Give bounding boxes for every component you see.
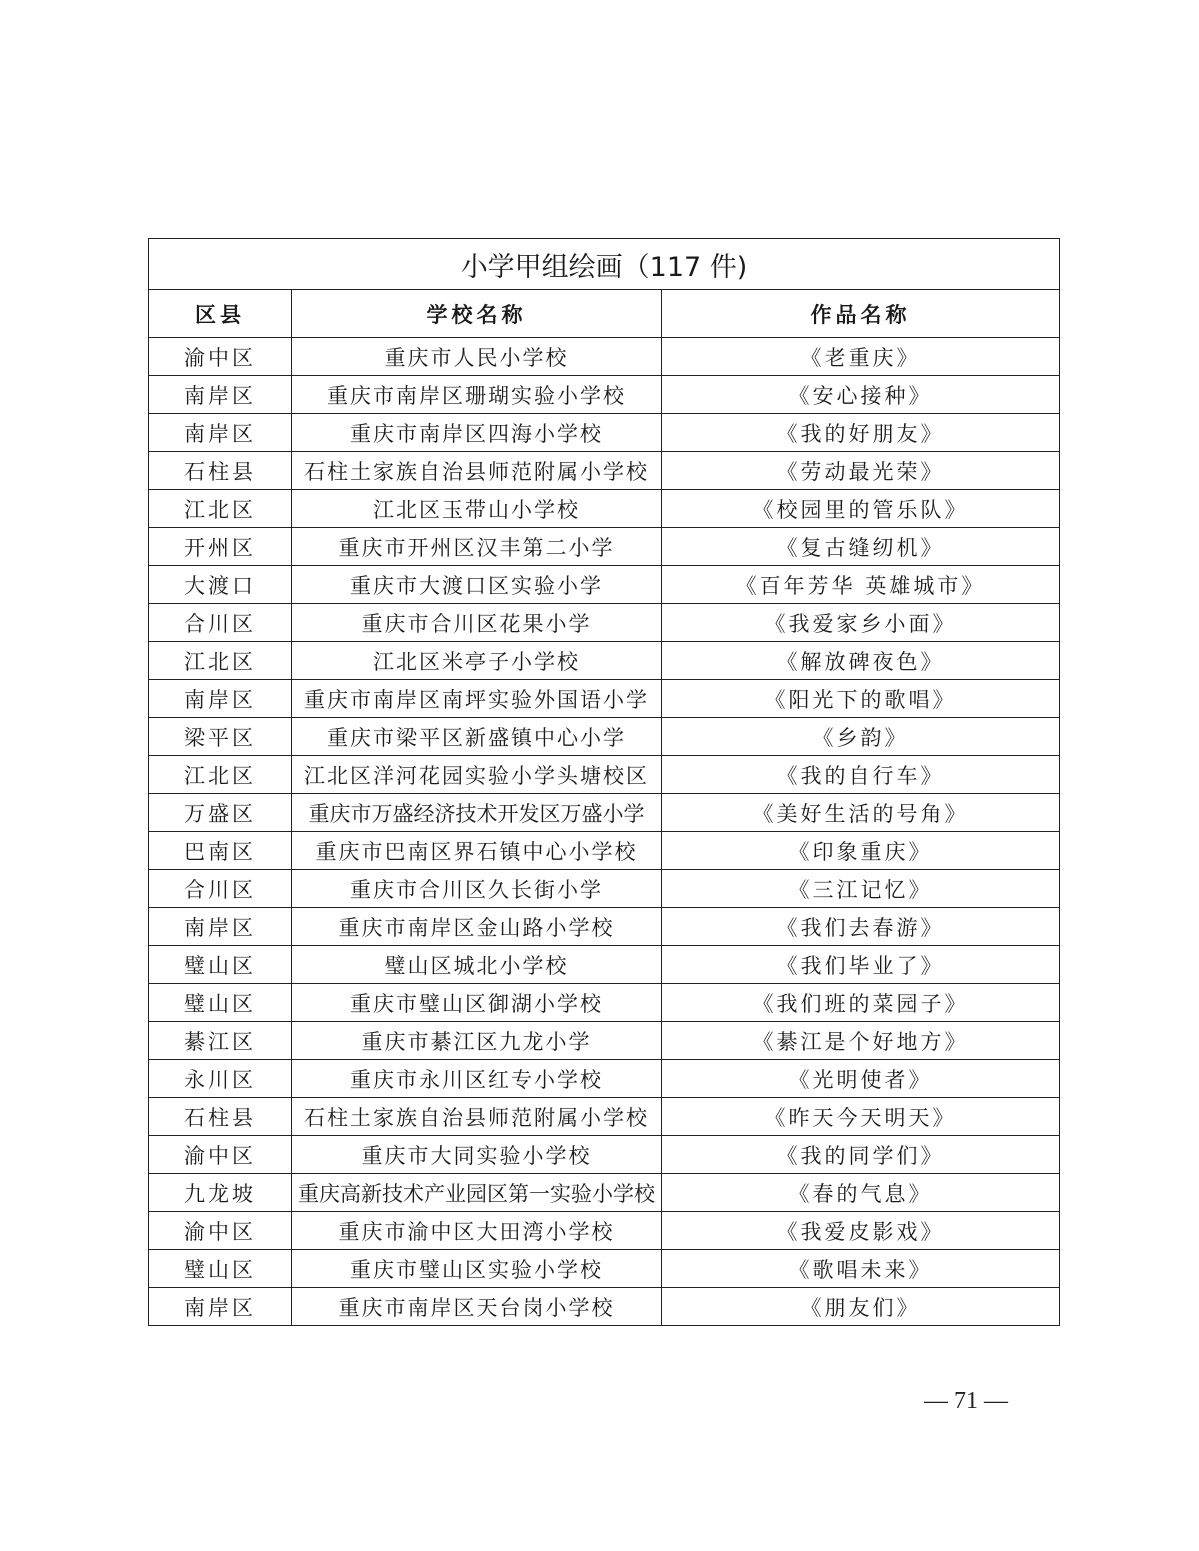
school-cell: 重庆市南岸区天台岗小学校	[292, 1288, 662, 1326]
table-row	[149, 794, 1060, 832]
school-cell: 重庆市人民小学校	[292, 338, 662, 376]
table-row	[149, 338, 1060, 376]
table-header-row	[149, 290, 1060, 338]
work-cell: 《昨天今天明天》	[662, 1098, 1060, 1136]
table-row	[149, 566, 1060, 604]
district-cell: 万盛区	[149, 794, 292, 832]
district-cell: 璧山区	[149, 984, 292, 1022]
district-cell: 巴南区	[149, 832, 292, 870]
school-cell: 重庆高新技术产业园区第一实验小学校	[292, 1174, 662, 1212]
school-cell: 重庆市璧山区御湖小学校	[292, 984, 662, 1022]
school-cell: 重庆市巴南区界石镇中心小学校	[292, 832, 662, 870]
school-cell: 江北区米亭子小学校	[292, 642, 662, 680]
school-cell: 重庆市南岸区四海小学校	[292, 414, 662, 452]
work-cell: 《老重庆》	[662, 338, 1060, 376]
table-title-row	[149, 239, 1060, 290]
work-cell: 《美好生活的号角》	[662, 794, 1060, 832]
table-row	[149, 946, 1060, 984]
district-cell: 南岸区	[149, 680, 292, 718]
table-row	[149, 376, 1060, 414]
school-cell: 重庆市大同实验小学校	[292, 1136, 662, 1174]
school-cell: 重庆市渝中区大田湾小学校	[292, 1212, 662, 1250]
district-cell: 渝中区	[149, 1212, 292, 1250]
district-cell: 南岸区	[149, 1288, 292, 1326]
district-cell: 九龙坡	[149, 1174, 292, 1212]
work-cell: 《乡韵》	[662, 718, 1060, 756]
table-row	[149, 1060, 1060, 1098]
district-cell: 璧山区	[149, 1250, 292, 1288]
school-cell: 重庆市大渡口区实验小学	[292, 566, 662, 604]
district-cell: 石柱县	[149, 452, 292, 490]
work-cell: 《朋友们》	[662, 1288, 1060, 1326]
district-cell: 璧山区	[149, 946, 292, 984]
school-cell: 石柱土家族自治县师范附属小学校	[292, 1098, 662, 1136]
table-row	[149, 1288, 1060, 1326]
district-cell: 綦江区	[149, 1022, 292, 1060]
school-cell: 江北区玉带山小学校	[292, 490, 662, 528]
table-row	[149, 718, 1060, 756]
school-cell: 重庆市永川区红专小学校	[292, 1060, 662, 1098]
school-cell: 重庆市梁平区新盛镇中心小学	[292, 718, 662, 756]
district-cell: 江北区	[149, 642, 292, 680]
district-cell: 大渡口	[149, 566, 292, 604]
work-cell: 《我的同学们》	[662, 1136, 1060, 1174]
table-row	[149, 642, 1060, 680]
work-cell: 《我的自行车》	[662, 756, 1060, 794]
table-row	[149, 870, 1060, 908]
district-cell: 石柱县	[149, 1098, 292, 1136]
district-cell: 渝中区	[149, 338, 292, 376]
table-row	[149, 1098, 1060, 1136]
work-cell: 《印象重庆》	[662, 832, 1060, 870]
table-row	[149, 528, 1060, 566]
school-cell: 重庆市璧山区实验小学校	[292, 1250, 662, 1288]
school-cell: 重庆市綦江区九龙小学	[292, 1022, 662, 1060]
district-cell: 永川区	[149, 1060, 292, 1098]
table-row	[149, 1212, 1060, 1250]
district-cell: 江北区	[149, 756, 292, 794]
column-header-district: 区县	[149, 290, 292, 338]
column-header-work: 作品名称	[662, 290, 1060, 338]
table-row	[149, 756, 1060, 794]
district-cell: 梁平区	[149, 718, 292, 756]
table-row	[149, 1250, 1060, 1288]
work-cell: 《百年芳华 英雄城市》	[662, 566, 1060, 604]
award-table	[148, 238, 1060, 1326]
school-cell: 重庆市南岸区金山路小学校	[292, 908, 662, 946]
work-cell: 《劳动最光荣》	[662, 452, 1060, 490]
table-row	[149, 490, 1060, 528]
table-row	[149, 1136, 1060, 1174]
district-cell: 南岸区	[149, 908, 292, 946]
table-row	[149, 452, 1060, 490]
work-cell: 《我们班的菜园子》	[662, 984, 1060, 1022]
work-cell: 《我的好朋友》	[662, 414, 1060, 452]
table-body	[149, 338, 1060, 1326]
work-cell: 《校园里的管乐队》	[662, 490, 1060, 528]
school-cell: 重庆市南岸区南坪实验外国语小学	[292, 680, 662, 718]
school-cell: 江北区洋河花园实验小学头塘校区	[292, 756, 662, 794]
district-cell: 南岸区	[149, 414, 292, 452]
work-cell: 《解放碑夜色》	[662, 642, 1060, 680]
work-cell: 《我爱皮影戏》	[662, 1212, 1060, 1250]
district-cell: 开州区	[149, 528, 292, 566]
table-row	[149, 832, 1060, 870]
table-row	[149, 680, 1060, 718]
work-cell: 《光明使者》	[662, 1060, 1060, 1098]
table-row	[149, 1022, 1060, 1060]
work-cell: 《我们毕业了》	[662, 946, 1060, 984]
work-cell: 《我们去春游》	[662, 908, 1060, 946]
table-title: 小学甲组绘画（117 件)	[149, 239, 1060, 290]
work-cell: 《复古缝纫机》	[662, 528, 1060, 566]
table-row	[149, 908, 1060, 946]
work-cell: 《歌唱未来》	[662, 1250, 1060, 1288]
school-cell: 重庆市合川区久长街小学	[292, 870, 662, 908]
work-cell: 《三江记忆》	[662, 870, 1060, 908]
district-cell: 合川区	[149, 870, 292, 908]
table-row	[149, 414, 1060, 452]
table-row	[149, 984, 1060, 1022]
district-cell: 渝中区	[149, 1136, 292, 1174]
school-cell: 重庆市南岸区珊瑚实验小学校	[292, 376, 662, 414]
school-cell: 石柱土家族自治县师范附属小学校	[292, 452, 662, 490]
table-row	[149, 604, 1060, 642]
school-cell: 重庆市合川区花果小学	[292, 604, 662, 642]
work-cell: 《綦江是个好地方》	[662, 1022, 1060, 1060]
school-cell: 璧山区城北小学校	[292, 946, 662, 984]
work-cell: 《阳光下的歌唱》	[662, 680, 1060, 718]
work-cell: 《安心接种》	[662, 376, 1060, 414]
school-cell: 重庆市开州区汉丰第二小学	[292, 528, 662, 566]
work-cell: 《春的气息》	[662, 1174, 1060, 1212]
district-cell: 南岸区	[149, 376, 292, 414]
page-number: — 71 —	[924, 1388, 1008, 1414]
school-cell: 重庆市万盛经济技术开发区万盛小学	[292, 794, 662, 832]
district-cell: 合川区	[149, 604, 292, 642]
work-cell: 《我爱家乡小面》	[662, 604, 1060, 642]
table-row	[149, 1174, 1060, 1212]
column-header-school: 学校名称	[292, 290, 662, 338]
district-cell: 江北区	[149, 490, 292, 528]
